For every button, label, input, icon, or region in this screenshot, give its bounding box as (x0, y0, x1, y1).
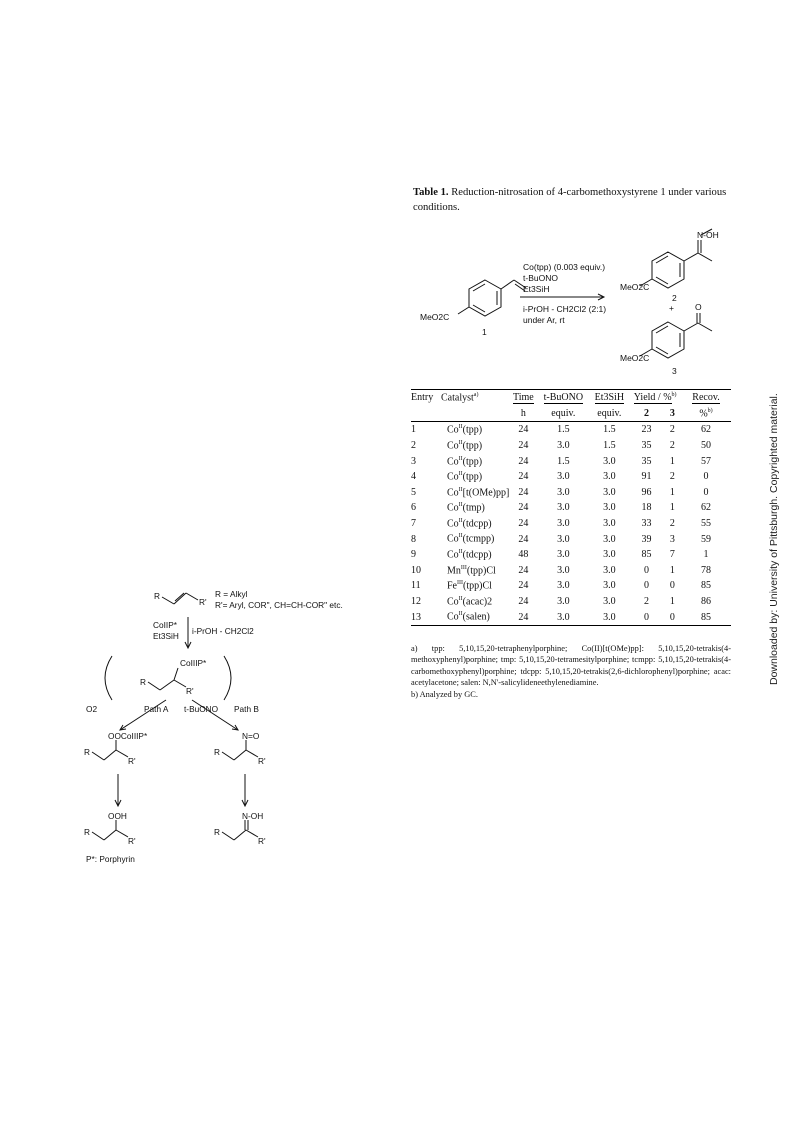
cell-entry: 12 (411, 596, 421, 608)
table-row (411, 516, 731, 532)
cell-yield-2: 0 (644, 564, 650, 576)
cell-entry: 5 (411, 486, 416, 498)
reaction-scheme (410, 222, 740, 384)
product-2-ester: MeO2C (620, 282, 650, 292)
cell-et3sih: 3.0 (603, 518, 616, 530)
subheader-yield-2: 2 (629, 406, 663, 422)
download-watermark: Downloaded by: University of Pittsburgh. Copyrighted material. (768, 393, 780, 685)
cell-recov: 78 (701, 564, 711, 576)
path-b-r-prime: R' (258, 756, 266, 766)
cell-recov: 85 (681, 609, 731, 625)
cell-catalyst: $Fe^{III}(tpp)Cl$ (447, 580, 492, 592)
substrate-ring (469, 280, 501, 316)
cell-catalyst: $Co^{II}(tpp)$ (447, 471, 483, 483)
step1-silane: Et3SiH (153, 631, 179, 641)
cell-tbuono: 3.0 (557, 549, 570, 561)
table-row (411, 485, 731, 501)
cell-time: 24 (518, 580, 529, 592)
cell-yield-3: 2 (669, 518, 675, 530)
cell-time: 24 (518, 518, 529, 530)
header-yield: Yield / %$^{b)}$ (629, 390, 681, 406)
cell-recov: 0 (703, 471, 709, 483)
cell-et3sih: 1.5 (603, 424, 616, 436)
cell-time: 24 (518, 440, 529, 452)
product-b-r-prime: R' (258, 836, 266, 846)
cell-recov: 0 (703, 486, 709, 498)
cell-entry: 6 (411, 502, 416, 514)
table-caption (413, 186, 743, 215)
subheader-yield-3: 3 (664, 406, 681, 422)
cell-et3sih: 3.0 (603, 486, 616, 498)
cell-tbuono: 3.0 (557, 471, 570, 483)
table-row (411, 609, 731, 625)
step1-catalyst: CoIIP* (153, 620, 177, 630)
cell-yield-2: 23 (641, 424, 652, 436)
product-3-ring (652, 322, 684, 358)
subheader-equiv: equiv. (589, 406, 629, 422)
cell-catalyst: $Co^{II}(acac)2$ (447, 595, 493, 608)
condition-solvent: i-PrOH - CH2Cl2 (2:1) (523, 304, 607, 314)
r-definition-2: R'= Aryl, COR", CH=CH-COR" etc. (215, 600, 343, 610)
table-header-row (411, 390, 731, 406)
cell-recov: 62 (701, 502, 711, 514)
cell-catalyst: $Co^{II}(tpp)$ (447, 424, 483, 436)
cell-et3sih: 3.0 (603, 502, 616, 514)
mechanism-scheme (82, 584, 372, 866)
path-a-r: R (84, 747, 90, 757)
cell-time: 24 (518, 471, 529, 483)
ketone-o: O (695, 302, 702, 312)
path-a-intermediate: OOCoIIIP* (108, 731, 148, 741)
path-a-reagent: O2 (86, 704, 98, 714)
cell-tbuono: 3.0 (557, 580, 570, 592)
path-b-reagent: t-BuONO (184, 704, 219, 714)
header-et3sih: Et3SiH (589, 390, 629, 406)
cell-entry: 8 (411, 533, 416, 545)
cell-recov: 50 (701, 440, 711, 452)
cell-yield-2: 35 (641, 455, 652, 467)
cell-recov: 1 (703, 549, 709, 561)
cell-catalyst: $Co^{II}(tcmpp)$ (447, 533, 495, 545)
subheader-h: h (509, 406, 537, 422)
cell-time: 24 (518, 564, 529, 576)
cell-catalyst: $Co^{II}(tdcpp)$ (447, 517, 492, 530)
table-label: Table 1. (413, 187, 449, 198)
cell-tbuono: 3.0 (557, 564, 570, 576)
product-b-r: R (214, 827, 220, 837)
cell-entry: 4 (411, 471, 416, 483)
table-row (411, 563, 731, 579)
subheader-percent: %$^{b)}$ (681, 406, 731, 422)
subheader-equiv: equiv. (537, 406, 589, 422)
cell-entry: 11 (411, 580, 421, 592)
cell-entry: 2 (411, 440, 416, 452)
cell-tbuono: 3.0 (537, 609, 589, 625)
plus-sign: + (669, 303, 674, 313)
cell-catalyst: $Co^{II}(tpp)$ (447, 439, 483, 452)
header-catalyst: Catalyst$^{a)}$ (441, 390, 509, 406)
cell-time: 24 (518, 502, 529, 514)
cell-tbuono: 3.0 (557, 440, 570, 452)
reagent-et3sih: Et3SiH (523, 284, 550, 294)
cell-tbuono: 3.0 (557, 502, 570, 514)
cell-time: 24 (518, 486, 529, 498)
header-recov: Recov. (681, 390, 731, 406)
cell-tbuono: 3.0 (557, 533, 570, 545)
cell-yield-3: 1 (669, 596, 675, 608)
compound-1-label: 1 (482, 327, 487, 337)
condition-atmosphere: under Ar, rt (523, 315, 565, 325)
cell-entry: 10 (411, 564, 421, 576)
cell-yield-2: 0 (629, 609, 663, 625)
cell-yield-2: 18 (641, 502, 652, 514)
header-tbuono: t-BuONO (537, 390, 589, 406)
table-footnotes (411, 643, 731, 700)
table-row (411, 438, 731, 454)
cell-yield-3: 2 (669, 424, 675, 436)
cell-time: 24 (518, 424, 529, 436)
alkene-r-prime: R' (199, 597, 207, 607)
compound-2-label: 2 (672, 293, 677, 303)
cell-yield-2: 96 (641, 486, 652, 498)
reagent-tbuono: t-BuONO (523, 273, 558, 283)
reagent-catalyst: Co(tpp) (0.003 equiv.) (523, 262, 606, 272)
cell-time: 24 (518, 596, 529, 608)
table-row (411, 594, 731, 610)
cell-yield-2: 85 (641, 549, 652, 561)
cell-yield-3: 2 (669, 440, 675, 452)
cell-et3sih: 3.0 (603, 455, 616, 467)
footnote-a: a) tpp: 5,10,15,20-tetraphenylporphine; Co(II)[t(OMe)pp]: 5,10,15,20-tetrakis(4-methoxyphenyl)porphine; tmp: 5,10,15,20-tetramesitylporphine; tcmpp: 5,10,15,20-tetrakis(4-carbomethoxyphenyl)porphine; tdcpp: 5,10,15,20-tetrakis(2,6-dichlorophenyl)porphine; acac: acetylacetone; salen: N,N'-salicylideneethylenediamine. (411, 644, 731, 688)
footnote-b: b) Analyzed by GC. (411, 689, 478, 699)
product-3-ester: MeO2C (620, 353, 650, 363)
table-row (411, 469, 731, 485)
product-2-ring (652, 252, 684, 288)
cell-recov: 62 (701, 424, 711, 436)
cell-entry: 9 (411, 549, 416, 561)
cell-et3sih: 3.0 (589, 609, 629, 625)
cell-recov: 86 (701, 596, 711, 608)
cell-yield-2: 0 (644, 580, 650, 592)
cell-yield-3: 2 (669, 471, 675, 483)
cell-entry: 1 (411, 424, 416, 436)
cell-recov: 59 (701, 533, 711, 545)
cell-et3sih: 3.0 (603, 580, 616, 592)
header-entry: Entry (411, 390, 441, 406)
table-row (411, 578, 731, 594)
cobalt-intermediate: CoIIIP* (180, 658, 207, 668)
cell-et3sih: 3.0 (603, 549, 616, 561)
cell-catalyst: $Co^{II}(salen)$ (441, 609, 509, 625)
product-a-r: R (84, 827, 90, 837)
cell-et3sih: 3.0 (603, 596, 616, 608)
cell-catalyst: $Mn^{III}(tpp)Cl$ (447, 564, 496, 576)
cell-yield-2: 91 (641, 471, 652, 483)
cell-recov: 85 (701, 580, 711, 592)
alkene-r: R (154, 591, 160, 601)
cell-yield-3: 1 (669, 502, 675, 514)
cell-yield-3: 3 (669, 533, 675, 545)
hydroperoxide-group: OOH (108, 811, 127, 821)
porphyrin-footnote: P*: Porphyrin (86, 854, 135, 864)
table-row (411, 422, 731, 438)
cell-tbuono: 3.0 (557, 596, 570, 608)
compound-3-label: 3 (672, 366, 677, 376)
table-row (411, 547, 731, 563)
cell-catalyst: $Co^{II}(tmp)$ (447, 502, 485, 514)
path-b-r: R (214, 747, 220, 757)
table-subheader-row (411, 406, 731, 422)
intermediate-r-prime: R' (186, 686, 194, 696)
cell-recov: 55 (701, 518, 711, 530)
cell-yield-3: 1 (669, 486, 675, 498)
cell-et3sih: 3.0 (603, 533, 616, 545)
substrate-ester: MeO2C (420, 312, 450, 322)
cell-et3sih: 3.0 (603, 471, 616, 483)
oxime-n-oh: N-OH (697, 230, 719, 240)
cell-yield-3: 1 (669, 564, 675, 576)
cell-entry: 3 (411, 455, 416, 467)
cell-yield-2: 35 (641, 440, 652, 452)
cell-tbuono: 3.0 (557, 518, 570, 530)
cell-tbuono: 1.5 (557, 455, 570, 467)
cell-time: 24 (518, 455, 529, 467)
cell-catalyst: $Co^{II}(tdcpp)$ (447, 549, 492, 561)
cell-tbuono: 1.5 (557, 424, 570, 436)
cell-entry: 7 (411, 518, 416, 530)
cell-et3sih: 1.5 (603, 440, 616, 452)
bracket-right (224, 656, 231, 700)
cell-yield-2: 33 (641, 518, 652, 530)
cell-yield-2: 2 (644, 596, 650, 608)
cell-yield-3: 1 (669, 455, 675, 467)
cell-yield-2: 39 (641, 533, 652, 545)
path-a-label: Path A (144, 704, 169, 714)
cell-catalyst: $Co^{II}(tpp)$ (447, 455, 483, 467)
path-b-intermediate: N=O (242, 731, 260, 741)
path-b-label: Path B (234, 704, 259, 714)
cell-entry: 13 (411, 609, 441, 625)
r-definition-1: R = Alkyl (215, 589, 248, 599)
header-time: Time (509, 390, 537, 406)
cell-yield-3: 0 (669, 580, 675, 592)
cell-recov: 57 (701, 455, 711, 467)
oxime-group: N-OH (242, 811, 264, 821)
path-a-r-prime: R' (128, 756, 136, 766)
cell-yield-3: 7 (669, 549, 675, 561)
cell-catalyst: $Co^{II}[t(OMe)pp]$ (447, 486, 510, 499)
table-row (411, 531, 731, 547)
step1-solvent: i-PrOH - CH2Cl2 (192, 626, 254, 636)
product-a-r-prime: R' (128, 836, 136, 846)
results-table (411, 389, 731, 626)
cell-time: 48 (518, 549, 529, 561)
cell-et3sih: 3.0 (603, 564, 616, 576)
intermediate-r: R (140, 677, 146, 687)
table-row (411, 500, 731, 516)
cell-time: 24 (518, 533, 529, 545)
cell-yield-3: 0 (664, 609, 681, 625)
cell-time: 24 (509, 609, 537, 625)
caption-text: Reduction-nitrosation of 4-carbomethoxystyrene 1 under various conditions. (413, 187, 727, 213)
cell-tbuono: 3.0 (557, 486, 570, 498)
table-row (411, 453, 731, 469)
bracket-left (105, 656, 112, 700)
